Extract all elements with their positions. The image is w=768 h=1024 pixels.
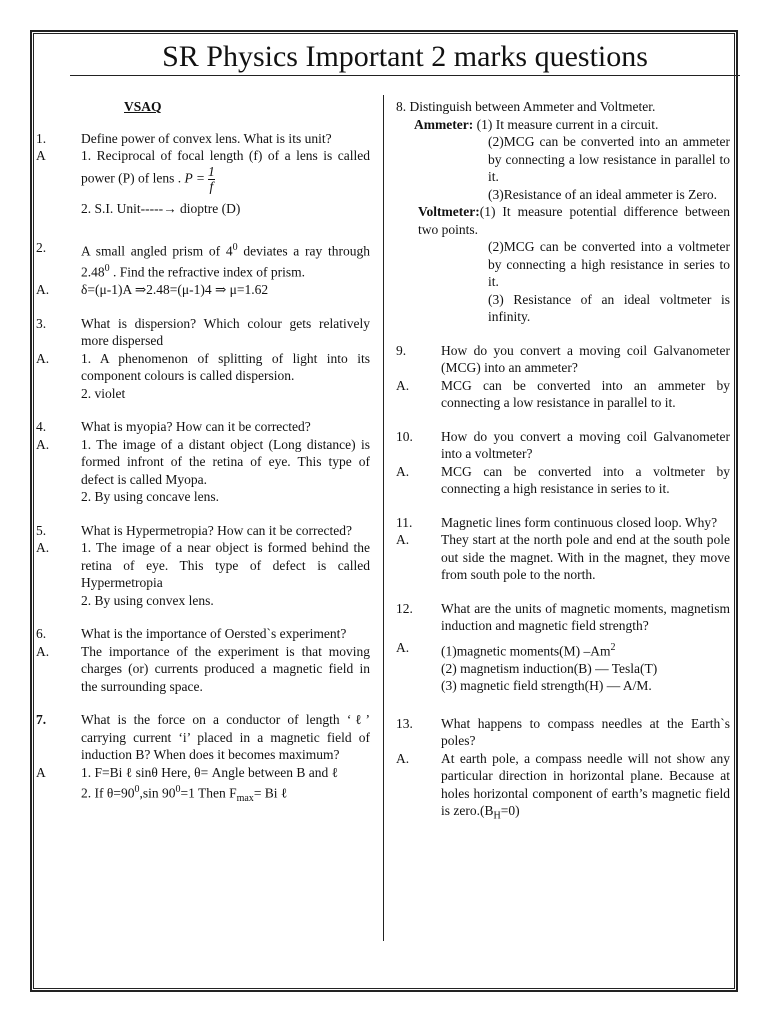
question-text: How do you convert a moving coil Galvanometer into a voltmeter?	[441, 428, 730, 461]
question-number: 1.	[36, 130, 47, 146]
question-number: 5.	[36, 522, 47, 538]
ammeter-block	[396, 116, 730, 134]
denominator: f	[209, 178, 214, 194]
question-number: 9.	[396, 342, 407, 358]
answer-text	[81, 539, 370, 609]
voltmeter-point: (1) It measure potential difference between two points.	[418, 204, 730, 237]
question-8	[396, 98, 730, 326]
fraction	[208, 165, 215, 194]
question-text: How do you convert a moving coil Galvanometer (MCG) into an ammeter?	[441, 342, 730, 375]
answer-part: 1. F=Bi ℓ sinθ Here, θ= Angle between B and ℓ	[81, 764, 339, 780]
text-part: ,sin 90	[139, 785, 176, 801]
answer-text	[441, 639, 730, 695]
answer-text	[81, 764, 370, 808]
voltmeter-point: (2)MCG can be converted into a voltmeter by connecting a high resistance in series to it.	[488, 239, 730, 289]
question-9	[396, 342, 730, 412]
text-part: (1)magnetic moments(M) –Am	[441, 643, 611, 658]
answer-part: 2. By using convex lens.	[81, 592, 214, 608]
answer-label: A.	[36, 540, 50, 555]
answer-part: 1. The image of a near object is formed behind the retina of eye. This type of defect is called Hypermetropia	[81, 540, 370, 590]
answer-part: 1. The image of a distant object (Long distance) is formed infront of the retina of eye. This type of defect is called Myopa.	[81, 436, 370, 487]
question-5	[36, 522, 370, 610]
text-part: 2. If θ=90	[81, 785, 135, 801]
ammeter-label: Ammeter:	[414, 116, 474, 132]
question-number: 6.	[36, 626, 47, 641]
answer-text: MCG can be converted into an ammeter by connecting a low resistance in parallel to it.	[441, 377, 730, 410]
answer-part: 1. A phenomenon of splitting of light into its component colours is called dispersion.	[81, 350, 370, 383]
right-column	[396, 98, 730, 841]
answer-part	[81, 781, 370, 808]
answer-label: A.	[396, 750, 410, 766]
formula-lhs: P =	[184, 170, 205, 186]
answer-text: δ=(μ-1)A ⇒2.48=(μ-1)4 ⇒ μ=1.62	[81, 282, 269, 297]
answer-part: 1. Reciprocal of focal length (f) of a lens is called power (P) of lens .	[81, 148, 370, 186]
page-title: SR Physics Important 2 marks questions	[162, 40, 648, 73]
text-part: = Bi ℓ	[253, 785, 288, 801]
text-part: =0)	[500, 803, 520, 818]
answer-label: A.	[36, 350, 50, 366]
answer-label: A	[36, 148, 46, 163]
answer-label: A.	[396, 532, 410, 547]
question-11	[396, 514, 730, 584]
superscript: 0	[232, 242, 238, 253]
voltmeter-block	[396, 203, 730, 238]
answer-text: MCG can be converted into a voltmeter by connecting a high resistance in series to it.	[441, 463, 730, 496]
question-text: What is myopia? How can it be corrected?	[81, 419, 311, 434]
answer-part: 2. S.I. Unit-----→ dioptre (D)	[81, 200, 241, 216]
answer-text: They start at the north pole and end at the south pole out side the magnet. With in the magnet, they move from south pole to the north.	[441, 532, 730, 582]
text-part: . Find the refractive index of prism.	[109, 264, 305, 280]
text-part: At earth pole, a compass needle will not show any particular direction in horizontal plane. Because at holes horizontal component of earth’s magnetic field is zero.(B	[441, 750, 730, 818]
superscript: 0	[175, 784, 181, 795]
answer-label: A.	[36, 436, 50, 452]
question-text: Magnetic lines form continuous closed loop. Why?	[441, 514, 718, 530]
ammeter-point: (3)Resistance of an ideal ammeter is Zero.	[488, 186, 718, 202]
left-column	[36, 98, 370, 824]
question-text: 8. Distinguish between Ammeter and Voltmeter.	[396, 99, 656, 114]
numerator: 1	[207, 163, 215, 179]
question-text: What is dispersion? Which colour gets relatively more dispersed	[81, 315, 370, 348]
text-part: A small angled prism of 4	[81, 243, 233, 259]
question-number: 2.	[36, 240, 47, 255]
question-10	[396, 428, 730, 498]
text-part: deviates a ray through 2.48	[81, 243, 370, 280]
question-4	[36, 418, 370, 506]
answer-part: 2. By using concave lens.	[81, 489, 219, 504]
answer-text	[81, 350, 370, 403]
superscript: 0	[104, 263, 110, 274]
question-text: What are the units of magnetic moments, magnetism induction and magnetic field strength?	[441, 600, 730, 633]
answer-label: A.	[396, 639, 410, 655]
question-12	[396, 600, 730, 695]
question-number: 4.	[36, 419, 47, 434]
answer-part	[441, 639, 730, 660]
question-text: What is the importance of Oersted`s experiment?	[81, 626, 347, 641]
superscript: 2	[610, 641, 616, 653]
column-divider	[383, 95, 384, 941]
answer-part: (2) magnetism induction(B) — Tesla(T)	[441, 660, 658, 676]
question-2	[36, 239, 370, 299]
question-number: 3.	[36, 315, 47, 331]
answer-text	[441, 750, 730, 826]
title-underline	[70, 75, 740, 76]
question-3	[36, 315, 370, 403]
voltmeter-label: Voltmeter:	[418, 204, 480, 219]
question-13	[396, 715, 730, 826]
subscript: max	[236, 793, 254, 805]
answer-part: (3) magnetic field strength(H) — A/M.	[441, 678, 652, 693]
power-formula	[184, 165, 214, 194]
question-text: What is the force on a conductor of length ‘ℓ’ carrying current ‘i’ placed in a magnetic field of induction B? When does it becomes maximum?	[81, 712, 370, 762]
answer-text	[81, 147, 370, 217]
section-heading: VSAQ	[124, 99, 162, 114]
question-7	[36, 711, 370, 808]
question-number: 7.	[36, 712, 47, 727]
question-number: 13.	[396, 715, 413, 731]
question-number: 11.	[396, 514, 413, 530]
answer-label: A.	[36, 643, 50, 659]
question-text: What is Hypermetropia? How can it be corrected?	[81, 522, 353, 538]
answer-part: 2. violet	[81, 385, 126, 401]
question-number: 12.	[396, 600, 413, 616]
superscript: 0	[134, 784, 140, 795]
ammeter-point: (2)MCG can be converted into an ammeter by connecting a low resistance in parallel to it.	[488, 134, 730, 184]
question-number: 10.	[396, 428, 413, 444]
answer-label: A.	[396, 463, 410, 479]
voltmeter-point: (3) Resistance of an ideal voltmeter is infinity.	[488, 291, 730, 324]
answer-text: The importance of the experiment is that moving charges (or) currents produced a magnetic field in the surrounding space.	[81, 643, 370, 694]
question-1	[36, 130, 370, 218]
question-6	[36, 625, 370, 695]
answer-label: A.	[36, 282, 50, 297]
answer-label: A.	[396, 377, 410, 393]
text-part: =1 Then F	[180, 785, 237, 801]
question-text: Define power of convex lens. What is its unit?	[81, 130, 332, 146]
question-text	[81, 239, 370, 281]
ammeter-point: (1) It measure current in a circuit.	[476, 116, 659, 132]
answer-text	[81, 436, 370, 506]
question-text: What happens to compass needles at the Earth`s poles?	[441, 715, 730, 748]
subscript: H	[493, 810, 501, 822]
answer-label: A	[36, 764, 46, 780]
